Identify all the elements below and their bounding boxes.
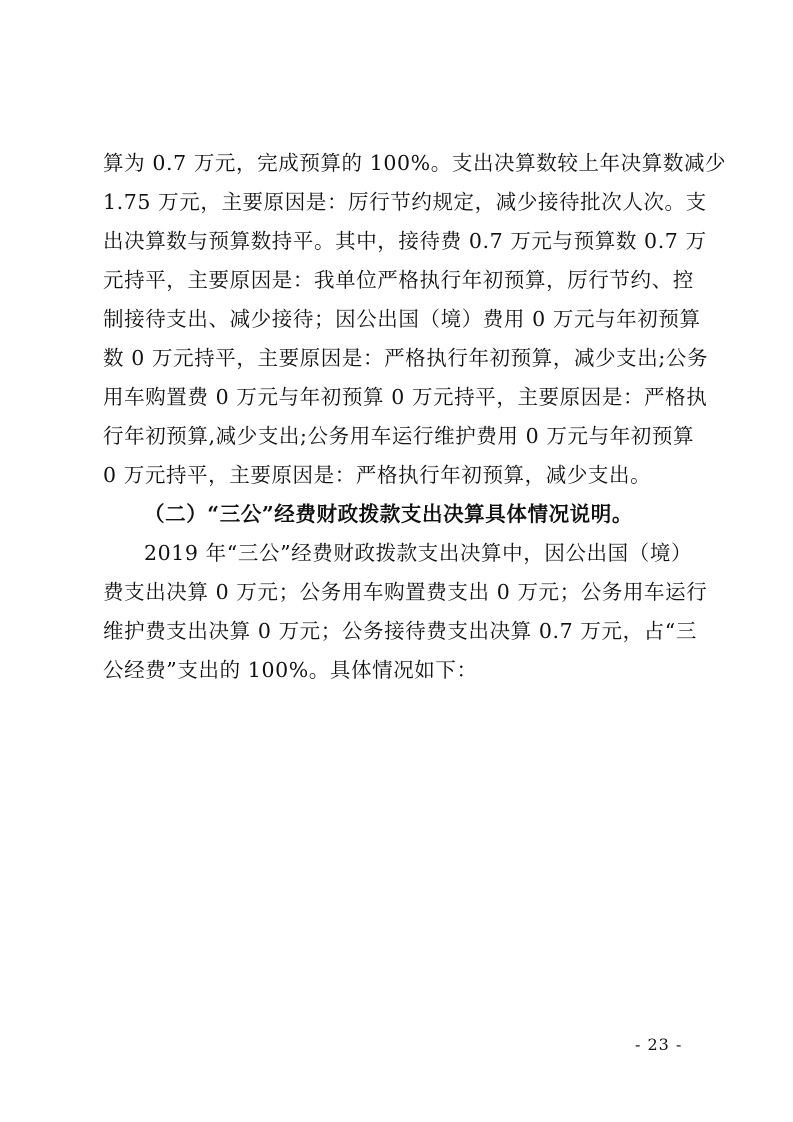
section-heading: （二）“三公”经费财政拨款支出决算具体情况说明。 <box>144 502 633 526</box>
paragraph-line-2: 1.75 万元，主要原因是：厉行节约规定，减少接待批次人次。支 <box>103 190 707 214</box>
paragraph-line-13: 公经费”支出的 100%。具体情况如下： <box>103 658 478 682</box>
paragraph-line-5: 制接待支出、减少接待；因公出国（境）费用 0 万元与年初预算 <box>103 307 701 331</box>
paragraph-line-4: 元持平，主要原因是：我单位严格执行年初预算，厉行节约、控 <box>103 268 694 292</box>
paragraph-line-6: 数 0 万元持平，主要原因是：严格执行年初预算，减少支出;公务 <box>103 346 709 370</box>
paragraph-line-12: 维护费支出决算 0 万元；公务接待费支出决算 0.7 万元，占“三 <box>103 619 697 643</box>
paragraph-line-1: 算为 0.7 万元，完成预算的 100%。支出决算数较上年决算数减少 <box>103 151 727 175</box>
paragraph-line-9: 0 万元持平，主要原因是：严格执行年初预算，减少支出。 <box>103 463 652 487</box>
paragraph-line-8: 行年初预算,减少支出;公务用车运行维护费用 0 万元与年初预算 <box>103 424 695 448</box>
paragraph-line-10: 2019 年“三公”经费财政拨款支出决算中，因公出国（境） <box>144 541 693 565</box>
page-number: - 23 - <box>635 1035 683 1054</box>
paragraph-line-7: 用车购置费 0 万元与年初预算 0 万元持平，主要原因是：严格执 <box>103 385 708 409</box>
paragraph-line-11: 费支出决算 0 万元；公务用车购置费支出 0 万元；公务用车运行 <box>103 580 708 604</box>
paragraph-line-3: 出决算数与预算数持平。其中，接待费 0.7 万元与预算数 0.7 万 <box>103 229 707 253</box>
